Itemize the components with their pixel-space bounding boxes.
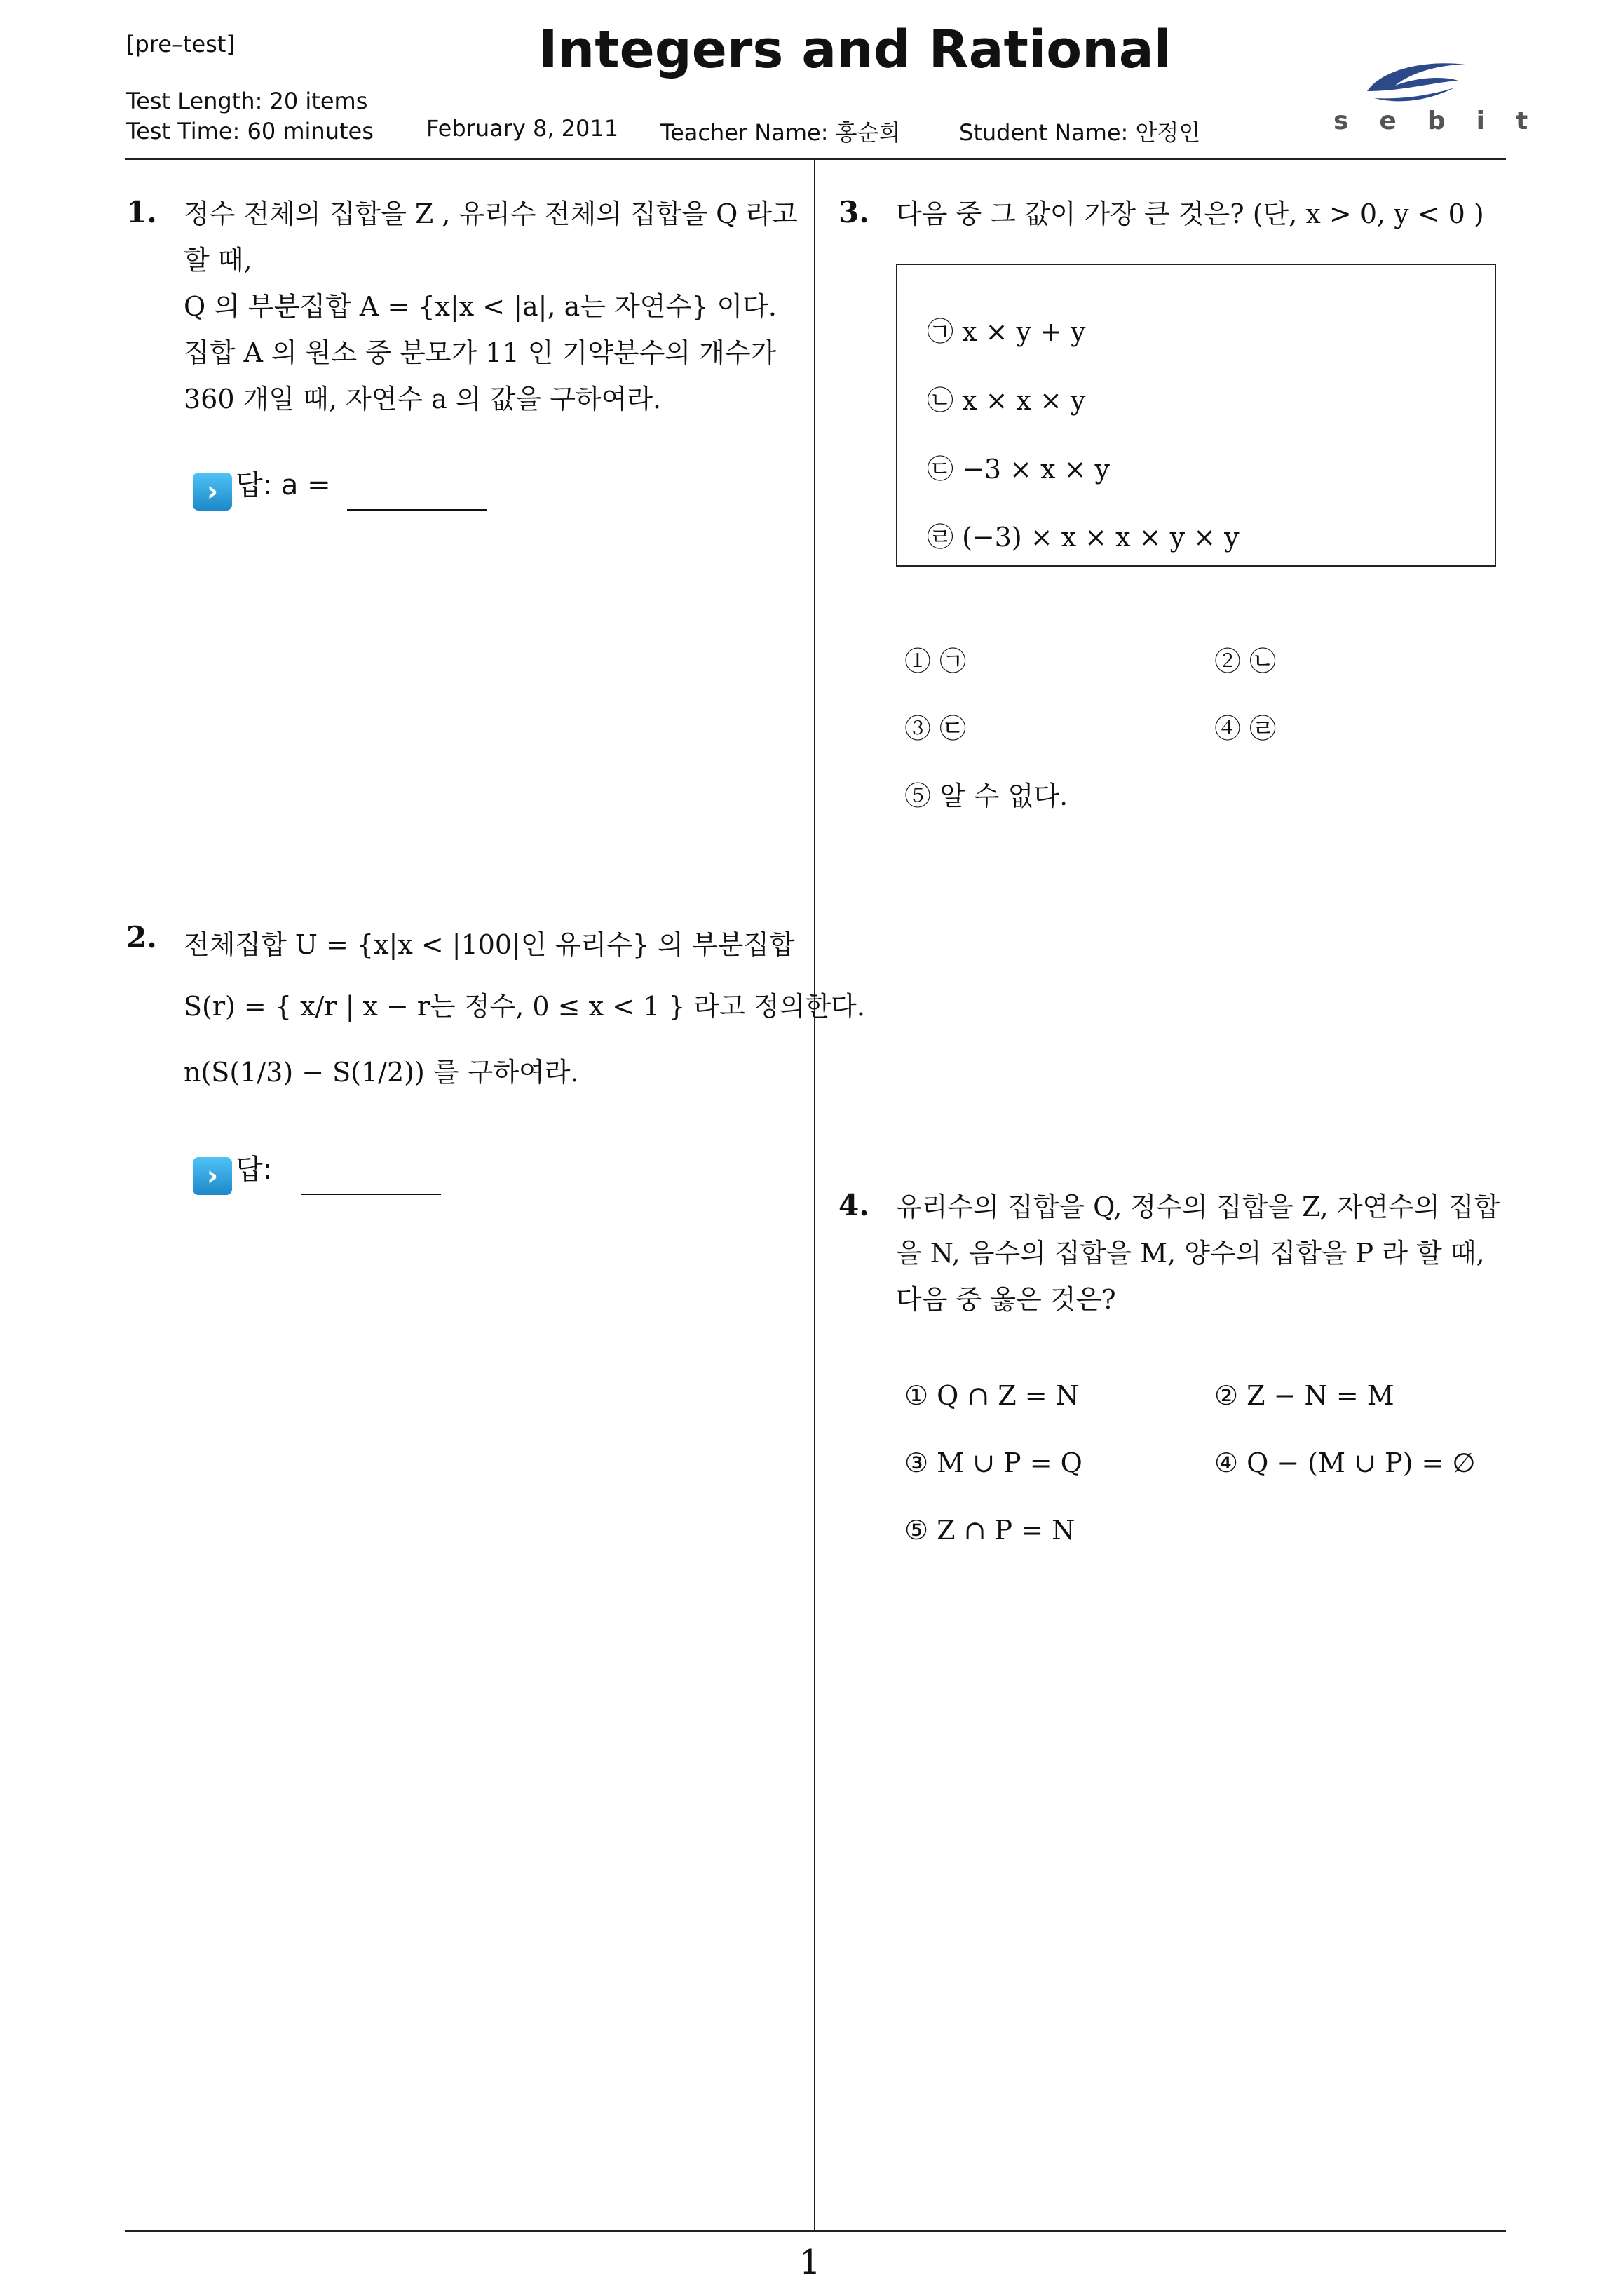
- teacher-name: Teacher Name: 홍순희: [660, 119, 901, 146]
- page-number: 1: [799, 2243, 821, 2282]
- q1-line: 정수 전체의 집합을 Z , 유리수 전체의 집합을 Q 라고: [184, 198, 798, 229]
- q1-line: Q 의 부분집합 A = {x|x < |a|, a는 자연수} 이다.: [184, 291, 777, 322]
- q4-line: 유리수의 집합을 Q, 정수의 집합을 Z, 자연수의 집합: [896, 1191, 1500, 1222]
- q3-choice-1[interactable]: ① ㉠: [904, 646, 967, 677]
- q3-choice-2[interactable]: ② ㉡: [1214, 646, 1277, 677]
- q1-answer-blank[interactable]: [347, 481, 487, 511]
- q1-body: [184, 191, 798, 422]
- q2-line: 전체집합 U = {x|x < |100|인 유리수} 의 부분집합: [184, 929, 795, 960]
- q1-line: 집합 A 의 원소 중 분모가 11 인 기약분수의 개수가: [184, 337, 777, 368]
- test-length: Test Length: 20 items: [126, 88, 368, 114]
- q4-choice-4[interactable]: ④ Q − (M ∪ P) = ∅: [1214, 1447, 1476, 1478]
- q1-answer-label: 답: a =: [236, 469, 331, 501]
- q3-choice-3[interactable]: ③ ㉢: [904, 713, 967, 744]
- q4-choice-2[interactable]: ② Z − N = M: [1214, 1380, 1394, 1411]
- column-divider: [814, 160, 815, 2230]
- q3-choice-4[interactable]: ④ ㉣: [1214, 713, 1277, 744]
- q3-box-item: ㉣ (−3) × x × x × y × y: [927, 522, 1240, 553]
- q4-line: 을 N, 음수의 집합을 M, 양수의 집합을 P 라 할 때,: [896, 1238, 1485, 1269]
- student-name: Student Name: 안정인: [959, 119, 1201, 146]
- footer-rule: [125, 2230, 1506, 2232]
- logo-text: sebit: [1333, 107, 1559, 135]
- answer-arrow-icon: ›: [193, 1157, 232, 1195]
- q2-answer-label: 답:: [236, 1154, 273, 1186]
- q1-number: 1.: [126, 195, 157, 229]
- page-title: Integers and Rational: [538, 20, 1172, 80]
- q4-choice-5[interactable]: ⑤ Z ∩ P = N: [904, 1515, 1075, 1546]
- q3-choice-5[interactable]: ⑤ 알 수 없다.: [904, 781, 1068, 811]
- q1-answer: [193, 463, 487, 511]
- q4-choice-3[interactable]: ③ M ∪ P = Q: [904, 1447, 1082, 1478]
- sebit-logo: [1325, 49, 1559, 140]
- pre-test-tag: [pre–test]: [126, 31, 235, 58]
- q4-number: 4.: [838, 1188, 869, 1222]
- q3-stem: 다음 중 그 값이 가장 큰 것은? (단, x > 0, y < 0 ): [896, 198, 1484, 229]
- q3-number: 3.: [838, 195, 869, 229]
- test-time: Test Time: 60 minutes: [126, 118, 374, 144]
- q2-body: [184, 916, 865, 1105]
- q4-body: [896, 1184, 1500, 1323]
- q2-answer-blank[interactable]: [301, 1166, 441, 1195]
- q3-box: [896, 264, 1496, 567]
- q2-number: 2.: [126, 920, 157, 954]
- test-date: February 8, 2011: [426, 115, 619, 142]
- q3-box-item: ㉡ x × x × y: [927, 385, 1086, 416]
- q3-box-item: ㉠ x × y + y: [927, 316, 1086, 347]
- q4-line: 다음 중 옳은 것은?: [896, 1284, 1116, 1315]
- q2-line: n(S(1/3) − S(1/2)) 를 구하여라.: [184, 1057, 579, 1088]
- q4-choice-1[interactable]: ① Q ∩ Z = N: [904, 1380, 1079, 1411]
- q1-line: 360 개일 때, 자연수 a 의 값을 구하여라.: [184, 384, 662, 414]
- q1-line: 할 때,: [184, 245, 252, 276]
- q3-box-item: ㉢ −3 × x × y: [927, 454, 1110, 485]
- q2-answer: [193, 1147, 441, 1195]
- answer-arrow-icon: ›: [193, 473, 232, 511]
- q2-line: S(r) = { x/r | x − r는 정수, 0 ≤ x < 1 } 라고 정의한다.: [184, 991, 865, 1022]
- header-rule: [125, 158, 1506, 160]
